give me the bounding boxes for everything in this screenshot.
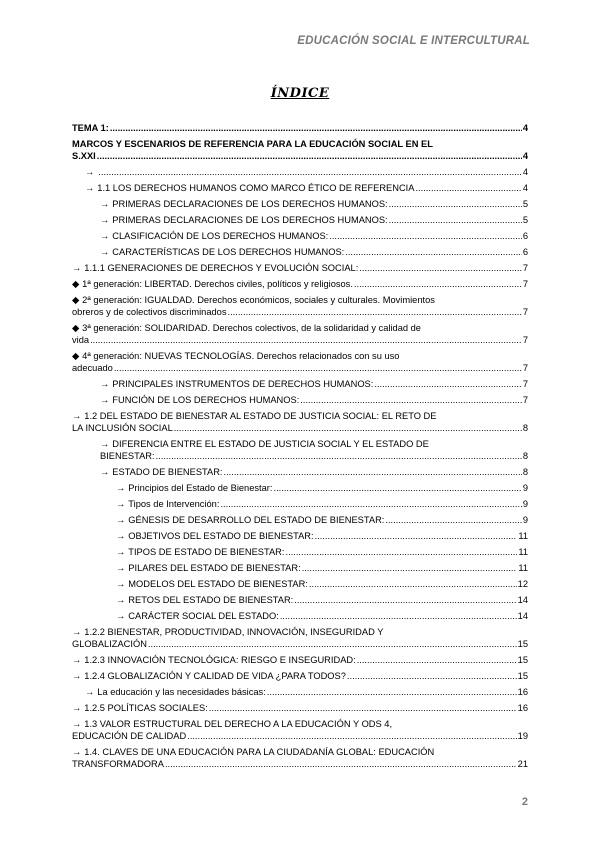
toc-entry-title: adecuado bbox=[72, 363, 113, 373]
toc-entry-text: 1.3 VALOR ESTRUCTURAL DEL DERECHO A LA EDUCACIÓN Y ODS 4, bbox=[84, 719, 393, 729]
toc-entry-text: 1.4. CLAVES DE UNA EDUCACIÓN PARA LA CIUDADANÍA GLOBAL: EDUCACIÓN bbox=[84, 747, 435, 757]
toc-entry-title: vida bbox=[72, 335, 90, 345]
toc-entry-title: 1ª generación: LIBERTAD. Derechos civiles, políticos y religiosos. bbox=[82, 279, 353, 289]
toc-entry-text: 1.2 DEL ESTADO DE BIENESTAR AL ESTADO DE JUSTICIA SOCIAL: EL RETO DE bbox=[84, 411, 437, 421]
toc-entry-title: CARACTERÍSTICAS DE LOS DERECHOS HUMANOS: bbox=[112, 247, 345, 257]
toc-entry[interactable] bbox=[100, 466, 528, 478]
toc-page-number: 16 bbox=[517, 687, 528, 697]
toc-page-number: 7 bbox=[522, 379, 528, 389]
dot-leader bbox=[294, 594, 516, 606]
arrow-right-icon: → bbox=[100, 379, 110, 389]
arrow-right-icon: → bbox=[100, 467, 110, 477]
page-number: 2 bbox=[521, 796, 528, 808]
toc-entry-text: MARCOS Y ESCENARIOS DE REFERENCIA PARA LA EDUCACIÓN SOCIAL EN EL bbox=[72, 139, 433, 149]
dot-leader bbox=[156, 450, 522, 462]
toc-entry[interactable] bbox=[72, 350, 528, 374]
toc-entry-title: RETOS DEL ESTADO DE BIENESTAR: bbox=[128, 595, 294, 605]
table-of-contents bbox=[72, 122, 528, 774]
arrow-right-icon: → bbox=[100, 199, 110, 209]
toc-entry[interactable] bbox=[100, 230, 528, 242]
arrow-right-icon: → bbox=[72, 411, 82, 421]
dot-leader bbox=[97, 150, 522, 162]
toc-entry-title: LA INCLUSIÓN SOCIAL bbox=[72, 423, 173, 433]
toc-page-number: 14 bbox=[517, 611, 528, 621]
toc-entry-title: 1.1.1 GENERACIONES DE DERECHOS Y EVOLUCIÓN SOCIAL: bbox=[84, 263, 359, 273]
dot-leader bbox=[389, 214, 522, 226]
toc-entry[interactable] bbox=[116, 514, 528, 526]
toc-page-number: 21 bbox=[517, 759, 528, 769]
arrow-right-icon: → bbox=[100, 395, 110, 405]
toc-entry-title: 1.2.4 GLOBALIZACIÓN Y CALIDAD DE VIDA ¿PARA TODOS? bbox=[84, 671, 346, 681]
toc-page-number: 12 bbox=[517, 579, 528, 589]
toc-entry-title: EDUCACIÓN DE CALIDAD bbox=[72, 731, 187, 741]
toc-page-number: 15 bbox=[517, 671, 528, 681]
toc-entry-title: La educación y las necesidades básicas: bbox=[97, 687, 266, 697]
dot-leader bbox=[357, 654, 517, 666]
page-title: ÍNDICE bbox=[270, 86, 330, 101]
toc-entry-text: 1.2.2 BIENESTAR, PRODUCTIVIDAD, INNOVACIÓN, INSEGURIDAD Y bbox=[84, 627, 384, 637]
toc-entry[interactable] bbox=[72, 294, 528, 318]
toc-entry-title: MODELOS DEL ESTADO DE BIENESTAR: bbox=[128, 579, 308, 589]
toc-page-number: 11 bbox=[518, 563, 528, 573]
arrow-right-icon: → bbox=[100, 231, 110, 241]
dot-leader bbox=[209, 702, 517, 714]
dot-leader bbox=[220, 498, 521, 510]
toc-entry[interactable] bbox=[100, 198, 528, 210]
toc-entry[interactable] bbox=[100, 214, 528, 226]
toc-page-number: 4 bbox=[522, 151, 528, 161]
toc-entry-title: S.XXI bbox=[72, 151, 96, 161]
arrow-right-icon: → bbox=[100, 215, 110, 225]
toc-entry-title: PRINCIPALES INSTRUMENTOS DE DERECHOS HUMANOS: bbox=[112, 379, 374, 389]
dot-leader bbox=[329, 230, 522, 242]
toc-entry[interactable] bbox=[72, 654, 528, 666]
toc-entry-title: ESTADO DE BIENESTAR: bbox=[112, 467, 223, 477]
dot-leader bbox=[114, 362, 522, 374]
arrow-right-icon: → bbox=[85, 687, 95, 697]
toc-entry-title: obreros y de colectivos discriminados bbox=[72, 307, 227, 317]
running-header: EDUCACIÓN SOCIAL E INTERCULTURAL bbox=[297, 35, 530, 47]
arrow-right-icon: → bbox=[72, 627, 82, 637]
toc-entry-title: PILARES DEL ESTADO DE BIENESTAR: bbox=[128, 563, 301, 573]
dot-leader bbox=[300, 394, 522, 406]
arrow-right-icon: → bbox=[72, 263, 82, 273]
toc-entry[interactable] bbox=[116, 562, 528, 574]
toc-entry[interactable] bbox=[116, 578, 528, 590]
toc-entry[interactable] bbox=[116, 530, 528, 542]
dot-leader bbox=[148, 638, 517, 650]
dot-leader bbox=[280, 610, 517, 622]
toc-page-number: 11 bbox=[518, 531, 528, 541]
toc-page-number: 8 bbox=[522, 467, 528, 477]
arrow-right-icon: → bbox=[72, 719, 82, 729]
toc-entry-title: GÉNESIS DE DESARROLLO DEL ESTADO DE BIENESTAR: bbox=[128, 515, 385, 525]
toc-entry-title: GLOBALIZACIÓN bbox=[72, 639, 147, 649]
toc-entry[interactable] bbox=[116, 594, 528, 606]
dot-leader bbox=[315, 530, 518, 542]
toc-entry[interactable] bbox=[100, 394, 528, 406]
toc-page-number: 7 bbox=[522, 395, 528, 405]
dot-leader bbox=[389, 198, 522, 210]
toc-entry[interactable] bbox=[85, 166, 528, 178]
arrow-right-icon: → bbox=[116, 483, 126, 493]
toc-entry[interactable] bbox=[116, 610, 528, 622]
toc-entry-title: BIENESTAR: bbox=[100, 451, 155, 461]
toc-page-number: 4 bbox=[522, 183, 528, 193]
toc-page-number: 6 bbox=[522, 231, 528, 241]
toc-page-number: 15 bbox=[517, 655, 528, 665]
toc-page-number: 7 bbox=[522, 279, 528, 289]
toc-entry[interactable] bbox=[72, 278, 528, 290]
toc-page-number: 7 bbox=[522, 263, 528, 273]
dot-leader bbox=[224, 466, 522, 478]
diamond-bullet-icon: ◆ bbox=[72, 351, 80, 361]
dot-leader bbox=[309, 578, 517, 590]
dot-leader bbox=[228, 306, 522, 318]
toc-entry[interactable] bbox=[116, 546, 528, 558]
arrow-right-icon: → bbox=[116, 595, 126, 605]
toc-entry-title: CLASIFICACIÓN DE LOS DERECHOS HUMANOS: bbox=[112, 231, 329, 241]
dot-leader bbox=[345, 246, 522, 258]
diamond-bullet-icon: ◆ bbox=[72, 279, 80, 289]
toc-entry[interactable] bbox=[100, 246, 528, 258]
toc-page-number: 9 bbox=[522, 483, 528, 493]
toc-page-number: 4 bbox=[522, 123, 528, 133]
toc-entry-text: 4ª generación: NUEVAS TECNOLOGÍAS. Derechos relacionados con su uso bbox=[82, 351, 400, 361]
arrow-right-icon: → bbox=[72, 703, 82, 713]
dot-leader bbox=[267, 686, 517, 698]
toc-entry[interactable] bbox=[72, 718, 528, 742]
toc-entry-text: 3ª generación: SOLIDARIDAD. Derechos colectivos, de la solidaridad y calidad de bbox=[82, 323, 421, 333]
dot-leader bbox=[165, 758, 517, 770]
arrow-right-icon: → bbox=[72, 655, 82, 665]
toc-entry[interactable] bbox=[72, 626, 528, 650]
dot-leader bbox=[90, 334, 522, 346]
arrow-right-icon: → bbox=[116, 515, 126, 525]
arrow-right-icon: → bbox=[116, 499, 126, 509]
toc-entry-title: TRANSFORMADORA bbox=[72, 759, 164, 769]
toc-page-number: 19 bbox=[517, 731, 528, 741]
toc-entry[interactable] bbox=[116, 482, 528, 494]
toc-entry-title: TIPOS DE ESTADO DE BIENESTAR: bbox=[128, 547, 285, 557]
toc-entry[interactable] bbox=[72, 410, 528, 434]
arrow-right-icon: → bbox=[116, 611, 126, 621]
dot-leader bbox=[385, 514, 521, 526]
arrow-right-icon: → bbox=[72, 747, 82, 757]
toc-page-number: 9 bbox=[522, 499, 528, 509]
dot-leader bbox=[174, 422, 522, 434]
toc-page-number: 7 bbox=[522, 363, 528, 373]
toc-entry-title: Tipos de Intervención: bbox=[128, 499, 220, 509]
arrow-right-icon: → bbox=[116, 579, 126, 589]
dot-leader bbox=[187, 730, 516, 742]
dot-leader bbox=[110, 122, 522, 134]
diamond-bullet-icon: ◆ bbox=[72, 323, 80, 333]
toc-page-number: 14 bbox=[517, 595, 528, 605]
toc-entry[interactable] bbox=[72, 702, 528, 714]
arrow-right-icon: → bbox=[100, 247, 110, 257]
toc-entry-title: PRIMERAS DECLARACIONES DE LOS DERECHOS HUMANOS: bbox=[112, 215, 388, 225]
toc-entry-title: Principios del Estado de Bienestar: bbox=[128, 483, 273, 493]
toc-entry[interactable] bbox=[85, 686, 528, 698]
toc-page-number: 7 bbox=[522, 307, 528, 317]
dot-leader bbox=[415, 182, 521, 194]
toc-entry-title: 1.2.3 INNOVACIÓN TECNOLÓGICA: RIESGO E INSEGURIDAD: bbox=[84, 655, 356, 665]
toc-page-number: 7 bbox=[522, 335, 528, 345]
dot-leader bbox=[347, 670, 517, 682]
toc-page-number: 15 bbox=[517, 639, 528, 649]
dot-leader bbox=[359, 262, 522, 274]
toc-page-number: 16 bbox=[517, 703, 528, 713]
toc-page-number: 4 bbox=[522, 167, 528, 177]
toc-entry-text: DIFERENCIA ENTRE EL ESTADO DE JUSTICIA SOCIAL Y EL ESTADO DE bbox=[112, 439, 429, 449]
toc-page-number: 9 bbox=[522, 515, 528, 525]
arrow-right-icon: → bbox=[85, 183, 95, 193]
arrow-right-icon: → bbox=[100, 439, 110, 449]
toc-page-number: 5 bbox=[522, 199, 528, 209]
toc-entry[interactable] bbox=[72, 122, 528, 134]
toc-entry[interactable] bbox=[72, 746, 528, 770]
toc-entry-title: 1.1 LOS DERECHOS HUMANOS COMO MARCO ÉTICO DE REFERENCIA bbox=[97, 183, 415, 193]
toc-entry-title: TEMA 1: bbox=[72, 123, 109, 133]
toc-entry[interactable] bbox=[72, 322, 528, 346]
toc-entry[interactable] bbox=[72, 670, 528, 682]
toc-entry-title: CARÁCTER SOCIAL DEL ESTADO: bbox=[128, 611, 279, 621]
toc-entry[interactable] bbox=[72, 262, 528, 274]
toc-entry[interactable] bbox=[100, 438, 528, 462]
toc-page-number: 11 bbox=[518, 547, 528, 557]
toc-page-number: 8 bbox=[522, 451, 528, 461]
dot-leader bbox=[98, 166, 522, 178]
toc-entry[interactable] bbox=[100, 378, 528, 390]
arrow-right-icon: → bbox=[72, 671, 82, 681]
arrow-right-icon: → bbox=[116, 547, 126, 557]
toc-entry[interactable] bbox=[85, 182, 528, 194]
toc-page-number: 5 bbox=[522, 215, 528, 225]
diamond-bullet-icon: ◆ bbox=[72, 295, 80, 305]
dot-leader bbox=[374, 378, 521, 390]
arrow-right-icon: → bbox=[85, 167, 95, 177]
toc-entry-title: OBJETIVOS DEL ESTADO DE BIENESTAR: bbox=[128, 531, 314, 541]
toc-entry[interactable] bbox=[72, 138, 528, 162]
arrow-right-icon: → bbox=[116, 563, 126, 573]
dot-leader bbox=[302, 562, 518, 574]
toc-entry-title: PRIMERAS DECLARACIONES DE LOS DERECHOS HUMANOS: bbox=[112, 199, 388, 209]
toc-entry-text: 2ª generación: IGUALDAD. Derechos económicos, sociales y culturales. Movimientos bbox=[82, 295, 435, 305]
toc-entry-title: 1.2.5 POLÍTICAS SOCIALES: bbox=[84, 703, 208, 713]
dot-leader bbox=[354, 278, 522, 290]
toc-entry[interactable] bbox=[116, 498, 528, 510]
arrow-right-icon: → bbox=[116, 531, 126, 541]
toc-entry-title: FUNCIÓN DE LOS DERECHOS HUMANOS: bbox=[112, 395, 300, 405]
dot-leader bbox=[285, 546, 517, 558]
dot-leader bbox=[273, 482, 521, 494]
toc-page-number: 6 bbox=[522, 247, 528, 257]
toc-page-number: 8 bbox=[522, 423, 528, 433]
